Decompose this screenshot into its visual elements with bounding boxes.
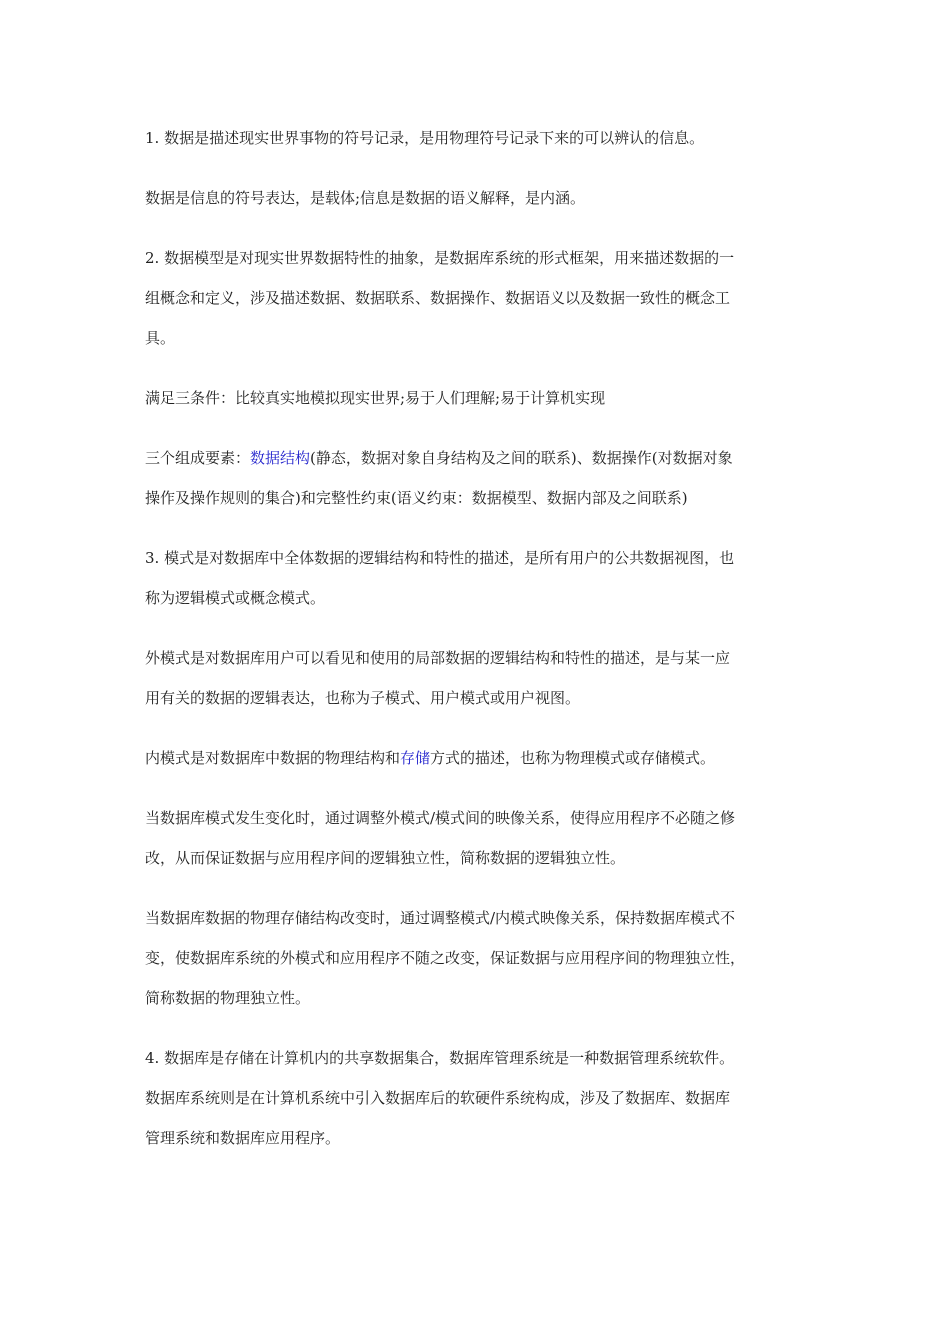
text-line: 改，从而保证数据与应用程序间的逻辑独立性，简称数据的逻辑独立性。 — [145, 849, 626, 867]
text-line: 操作及操作规则的集合)和完整性约束(语义约束：数据模型、数据内部及之间联系) — [145, 489, 688, 507]
text-line: 用有关的数据的逻辑表达，也称为子模式、用户模式或用户视图。 — [145, 689, 581, 707]
document-body — [145, 118, 810, 1158]
paragraph-data-definition — [145, 118, 810, 158]
text-line: 管理系统和数据库应用程序。 — [145, 1129, 341, 1147]
paragraph-external-schema — [145, 638, 810, 718]
paragraph-three-conditions — [145, 378, 810, 418]
text-line: 数据是信息的符号表达，是载体;信息是数据的语义解释，是内涵。 — [145, 189, 586, 207]
text-line: 当数据库数据的物理存储结构改变时，通过调整模式/内模式映像关系，保持数据库模式不 — [145, 909, 736, 927]
text-line: 当数据库模式发生变化时，通过调整外模式/模式间的映像关系，使得应用程序不必随之修 — [145, 809, 736, 827]
text-line: 2. 数据模型是对现实世界数据特性的抽象，是数据库系统的形式框架，用来描述数据的一 — [145, 249, 735, 267]
paragraph-logical-independence — [145, 798, 810, 878]
paragraph-data-model — [145, 238, 810, 358]
text-line: 外模式是对数据库用户可以看见和使用的局部数据的逻辑结构和特性的描述，是与某一应 — [145, 649, 731, 667]
text-line: 1. 数据是描述现实世界事物的符号记录，是用物理符号记录下来的可以辨认的信息。 — [145, 129, 705, 147]
paragraph-data-vs-information — [145, 178, 810, 218]
text-line: 变，使数据库系统的外模式和应用程序不随之改变，保证数据与应用程序间的物理独立性， — [145, 949, 746, 967]
text-fragment: 内模式是对数据库中数据的物理结构和 — [145, 749, 401, 767]
paragraph-database-system — [145, 1038, 810, 1158]
text-line: 称为逻辑模式或概念模式。 — [145, 589, 326, 607]
paragraph-schema — [145, 538, 810, 618]
link-storage[interactable]: 存储 — [400, 749, 431, 767]
text-line: 具。 — [145, 329, 176, 347]
text-line: 4. 数据库是存储在计算机内的共享数据集合，数据库管理系统是一种数据管理系统软件。 — [145, 1049, 735, 1067]
text-line: 3. 模式是对数据库中全体数据的逻辑结构和特性的描述，是所有用户的公共数据视图，也 — [145, 549, 735, 567]
paragraph-internal-schema — [145, 738, 810, 778]
text-fragment: 方式的描述，也称为物理模式或存储模式。 — [430, 749, 716, 767]
paragraph-three-elements — [145, 438, 810, 518]
text-line: 组概念和定义，涉及描述数据、数据联系、数据操作、数据语义以及数据一致性的概念工 — [145, 289, 731, 307]
text-line: 简称数据的物理独立性。 — [145, 989, 311, 1007]
text-line — [145, 738, 810, 778]
text-fragment: (静态，数据对象自身结构及之间的联系)、数据操作(对数据对象 — [310, 449, 733, 467]
text-line: 数据库系统则是在计算机系统中引入数据库后的软硬件系统构成，涉及了数据库、数据库 — [145, 1089, 731, 1107]
text-line: 满足三条件：比较真实地模拟现实世界;易于人们理解;易于计算机实现 — [145, 389, 606, 407]
text-line — [145, 438, 810, 478]
paragraph-physical-independence — [145, 898, 810, 1018]
link-data-structure[interactable]: 数据结构 — [250, 449, 311, 467]
text-fragment: 三个组成要素： — [145, 449, 251, 467]
